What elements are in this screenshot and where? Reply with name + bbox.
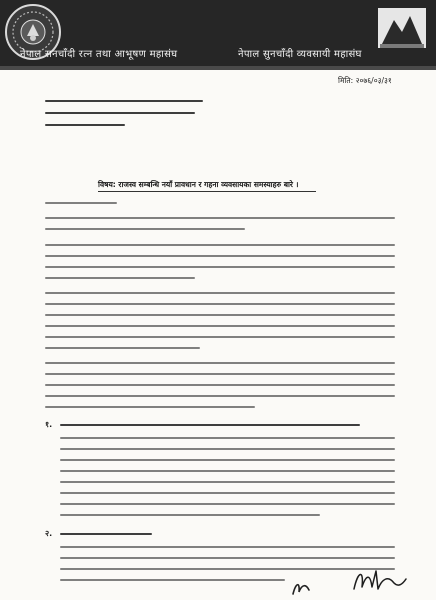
association-emblem-icon	[372, 4, 432, 64]
salutation-line	[45, 202, 117, 204]
body-line	[45, 277, 195, 279]
body-line	[45, 228, 245, 230]
body-line	[45, 406, 255, 408]
point-number: २.	[45, 529, 53, 538]
body-line	[45, 314, 395, 316]
addressee-line	[45, 112, 195, 114]
point-heading-line	[60, 533, 152, 535]
body-line	[45, 336, 395, 338]
body-line	[60, 481, 395, 483]
body-line	[45, 384, 395, 386]
subject-underline	[98, 191, 316, 192]
addressee-line	[45, 124, 125, 126]
date-value: २०७६/०३/३१	[355, 76, 392, 85]
body-line	[45, 255, 395, 257]
left-organization-name: नेपाल सनचाँदी रत्न तथा आभूषण महासंघ	[20, 49, 178, 60]
letter-subject: विषय: राजस्व सम्बन्धि नयाँ प्रावधान र गहना व्यवसायका समस्याहरु बारे ।	[98, 180, 299, 189]
letterhead-divider	[0, 66, 436, 70]
letter-date	[338, 76, 392, 86]
body-line	[45, 347, 200, 349]
handwritten-signature	[350, 565, 410, 597]
body-line	[45, 373, 395, 375]
body-line	[60, 459, 395, 461]
right-organization-name: नेपाल सुनचाँदी व्यवसायी महासंघ	[238, 49, 362, 60]
body-line	[60, 503, 395, 505]
point-heading-line	[60, 424, 360, 426]
point-number: १.	[45, 420, 53, 429]
body-line	[45, 292, 395, 294]
body-line	[45, 395, 395, 397]
body-line	[60, 568, 395, 570]
body-line	[45, 266, 395, 268]
body-line	[60, 546, 395, 548]
addressee-line	[45, 100, 203, 102]
body-line	[45, 217, 395, 219]
body-line	[45, 325, 395, 327]
body-line	[60, 437, 395, 439]
body-line	[45, 303, 395, 305]
body-line	[45, 362, 395, 364]
body-line	[60, 514, 320, 516]
body-line	[60, 448, 395, 450]
body-line	[60, 492, 395, 494]
date-label: मिति:	[338, 76, 354, 85]
body-line	[60, 557, 395, 559]
body-line	[60, 470, 395, 472]
handwritten-initial	[290, 578, 312, 598]
body-line	[60, 579, 285, 581]
body-line	[45, 244, 395, 246]
